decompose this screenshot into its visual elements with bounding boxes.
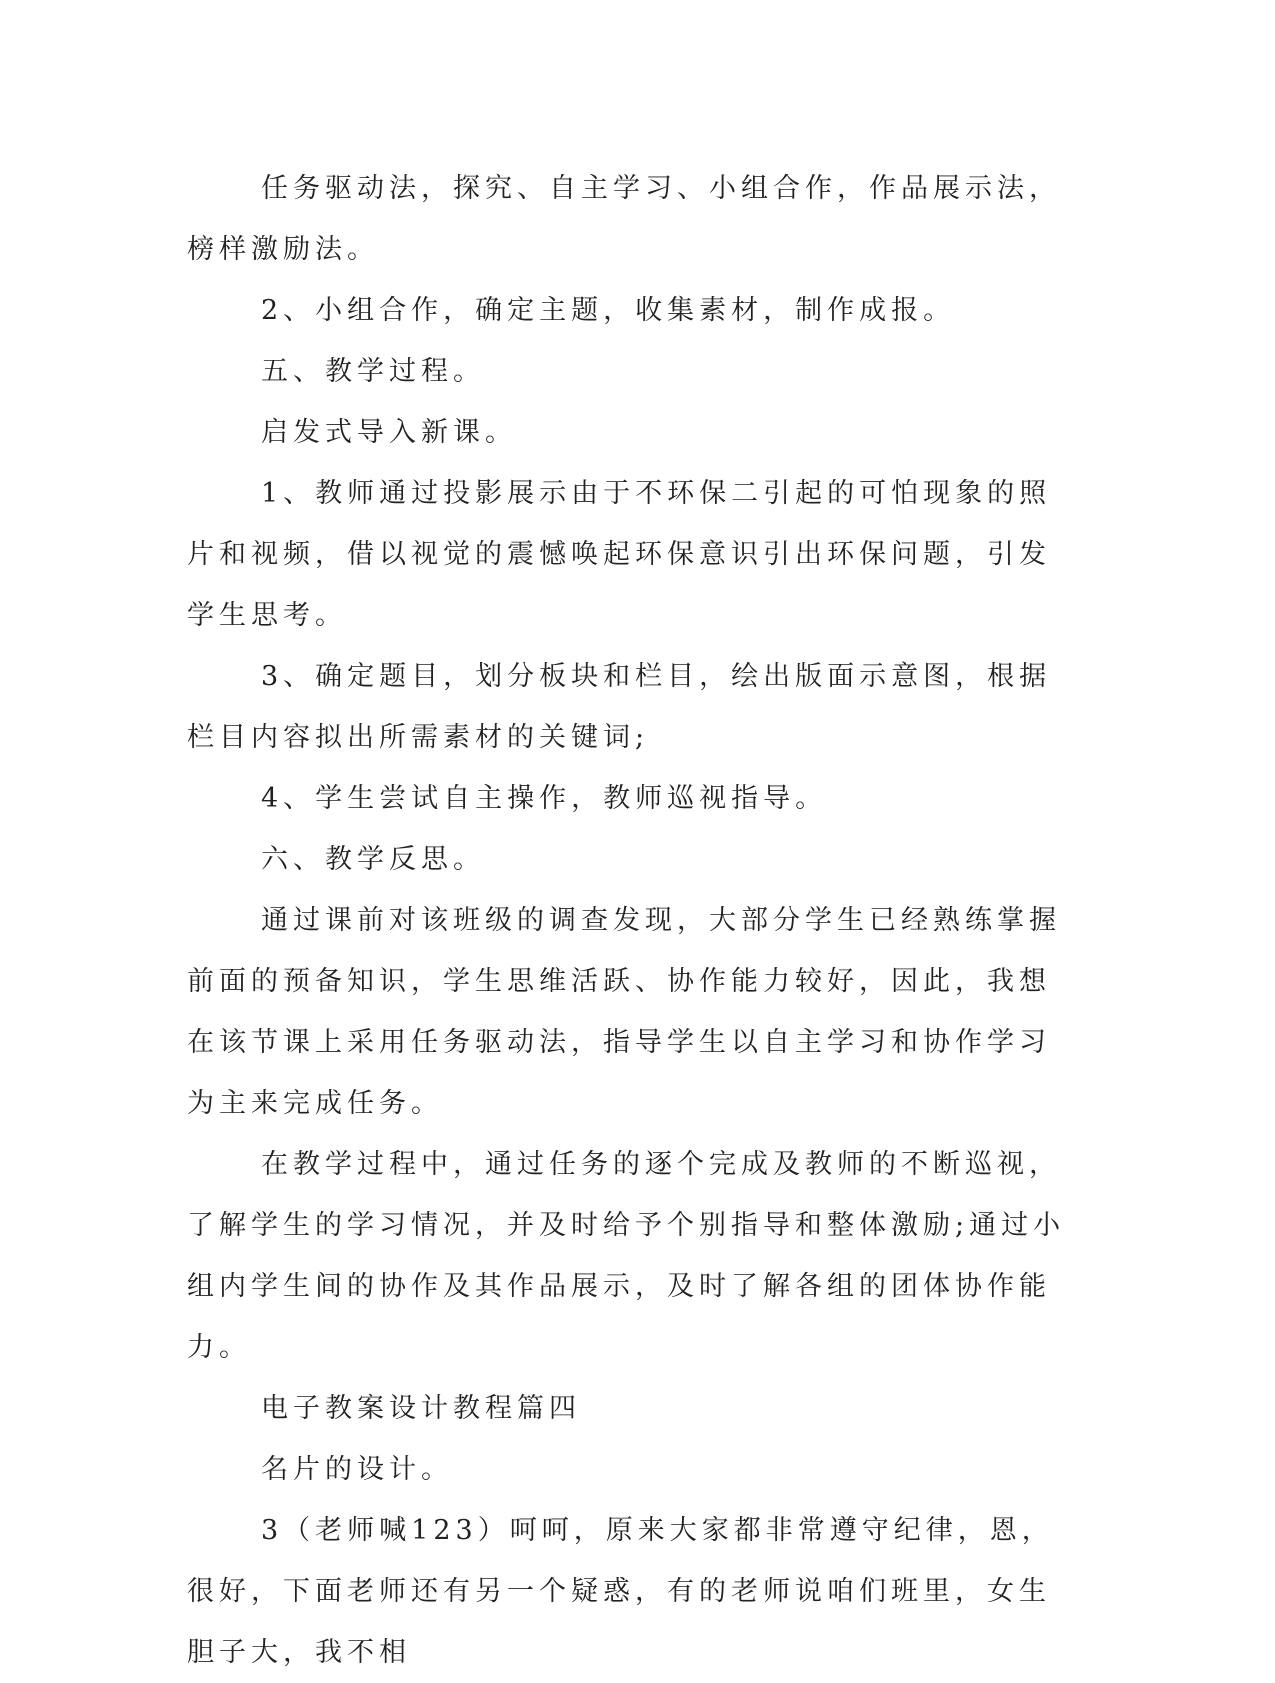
paragraph-lesson-intro: 启发式导入新课。 bbox=[261, 417, 517, 448]
paragraph-step-4-practice: 4、学生尝试自主操作，教师巡视指导。 bbox=[261, 783, 828, 814]
heading-teaching-reflection: 六、教学反思。 bbox=[261, 844, 485, 875]
section-title-part-four: 电子教案设计教程篇四 bbox=[261, 1393, 581, 1424]
document-body bbox=[187, 158, 1077, 1683]
paragraph-reflection-process: 在教学过程中，通过任务的逐个完成及教师的不断巡视，了解学生的学习情况，并及时给予个别指导和整体激励;通过小组内学生间的协作及其作品展示，及时了解各组的团体协作能力。 bbox=[187, 1149, 1066, 1363]
heading-teaching-process: 五、教学过程。 bbox=[261, 356, 485, 387]
paragraph-step-2-group-work: 2、小组合作，确定主题，收集素材，制作成报。 bbox=[261, 295, 956, 326]
paragraph-reflection-survey: 通过课前对该班级的调查发现，大部分学生已经熟练掌握前面的预备知识，学生思维活跃、协作能力较好，因此，我想在该节课上采用任务驱动法，指导学生以自主学习和协作学习为主来完成任务。 bbox=[187, 905, 1061, 1119]
paragraph-teacher-dialogue: 3（老师喊123）呵呵，原来大家都非常遵守纪律，恩，很好，下面老师还有另一个疑惑，有的老师说咱们班里，女生胆子大，我不相 bbox=[187, 1515, 1054, 1668]
paragraph-business-card-design: 名片的设计。 bbox=[261, 1454, 453, 1485]
paragraph-teaching-methods: 任务驱动法，探究、自主学习、小组合作，作品展示法，榜样激励法。 bbox=[187, 173, 1061, 265]
paragraph-step-3-topic: 3、确定题目，划分板块和栏目，绘出版面示意图，根据栏目内容拟出所需素材的关键词; bbox=[187, 661, 1052, 753]
paragraph-step-1-projection: 1、教师通过投影展示由于不环保二引起的可怕现象的照片和视频，借以视觉的震憾唤起环保意识引出环保问题，引发学生思考。 bbox=[187, 478, 1052, 631]
